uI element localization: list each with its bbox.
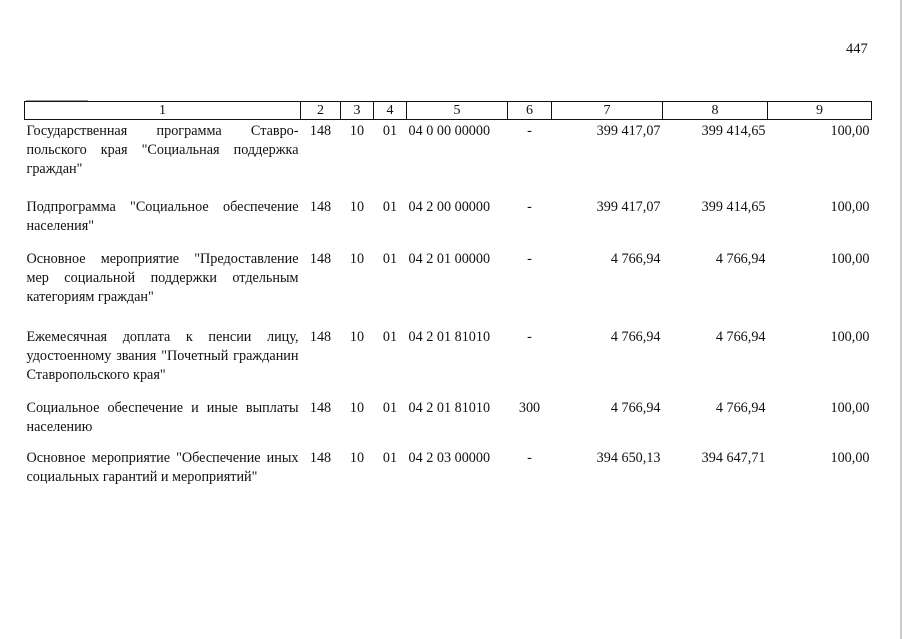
- cell-col-4: 01: [382, 449, 398, 466]
- cell-col-3: 10: [349, 399, 365, 416]
- cell-col-4: 01: [382, 328, 398, 345]
- cell-col-7: 399 417,07: [596, 198, 661, 215]
- cell-col-3: 10: [349, 198, 365, 215]
- cell-col-5: 04 2 01 81010: [408, 399, 491, 416]
- row-name: Подпрограмма "Социальное обеспечение населения": [26, 198, 299, 234]
- table-row: [25, 196, 872, 248]
- budget-table: [24, 101, 872, 509]
- cell-col-5: 04 2 03 00000: [408, 449, 491, 466]
- header-col-4: 4: [374, 102, 407, 120]
- cell-col-4: 01: [382, 123, 398, 139]
- cell-col-6: -: [527, 123, 532, 139]
- table-row: [25, 248, 872, 326]
- table-row: [25, 447, 872, 509]
- cell-col-6: 300: [518, 399, 541, 416]
- row-name: Основное мероприятие "Обеспечение иных социальных гарантий и мероприятий": [26, 449, 299, 485]
- cell-col-9: 100,00: [830, 198, 870, 215]
- cell-col-5: 04 2 01 00000: [408, 250, 491, 267]
- row-name: Государственная программа Ставро-польского края "Социальная поддержка граждан": [26, 123, 299, 177]
- table-row: [25, 326, 872, 397]
- cell-col-8: 399 414,65: [701, 123, 766, 139]
- cell-col-9: 100,00: [830, 328, 870, 345]
- cell-col-7: 394 650,13: [596, 449, 661, 466]
- cell-col-6: -: [527, 328, 532, 345]
- row-name: Социальное обеспечение и иные выплаты населению: [26, 399, 299, 435]
- cell-col-8: 4 766,94: [715, 399, 766, 416]
- cell-col-6: -: [527, 250, 532, 267]
- cell-col-7: 4 766,94: [610, 250, 661, 267]
- cell-col-3: 10: [349, 250, 365, 267]
- header-col-3: 3: [341, 102, 374, 120]
- header-col-8: 8: [663, 102, 768, 120]
- page-edge-line: [900, 0, 902, 639]
- cell-col-8: 4 766,94: [715, 328, 766, 345]
- cell-col-7: 399 417,07: [596, 123, 661, 139]
- cell-col-8: 4 766,94: [715, 250, 766, 267]
- cell-col-4: 01: [382, 198, 398, 215]
- header-col-6: 6: [508, 102, 552, 120]
- cell-col-6: -: [527, 449, 532, 466]
- table-row: [25, 120, 872, 196]
- cell-col-7: 4 766,94: [610, 399, 661, 416]
- cell-col-3: 10: [349, 449, 365, 466]
- header-col-1: 1: [25, 102, 301, 120]
- cell-col-3: 10: [349, 328, 365, 345]
- cell-col-9: 100,00: [830, 123, 870, 139]
- cell-col-8: 399 414,65: [701, 198, 766, 215]
- table-header: [25, 102, 872, 120]
- cell-col-3: 10: [349, 123, 365, 139]
- table-body: [25, 120, 872, 509]
- cell-col-2: 148: [309, 399, 332, 416]
- cell-col-5: 04 2 00 00000: [408, 198, 491, 215]
- cell-col-9: 100,00: [830, 250, 870, 267]
- row-name: Основное мероприятие "Предоставление мер социальной поддержки отдельным категориям граждан": [26, 250, 299, 305]
- header-col-9: 9: [768, 102, 872, 120]
- cell-col-2: 148: [309, 449, 332, 466]
- cell-col-8: 394 647,71: [701, 449, 766, 466]
- table-row: [25, 397, 872, 447]
- cell-col-2: 148: [309, 123, 332, 139]
- cell-col-4: 01: [382, 399, 398, 416]
- cell-col-2: 148: [309, 198, 332, 215]
- cell-col-4: 01: [382, 250, 398, 267]
- cell-col-2: 148: [309, 328, 332, 345]
- page-number: 447: [846, 41, 868, 57]
- header-col-7: 7: [552, 102, 663, 120]
- header-col-5: 5: [407, 102, 508, 120]
- header-row: [25, 102, 872, 120]
- header-col-2: 2: [301, 102, 341, 120]
- cell-col-5: 04 0 00 00000: [408, 123, 491, 139]
- row-name: Ежемесячная доплата к пенсии лицу, удостоенному звания "Почетный гражданин Ставропольского края": [26, 328, 299, 383]
- cell-col-9: 100,00: [830, 449, 870, 466]
- cell-col-7: 4 766,94: [610, 328, 661, 345]
- cell-col-9: 100,00: [830, 399, 870, 416]
- cell-col-2: 148: [309, 250, 332, 267]
- cell-col-6: -: [527, 198, 532, 215]
- cell-col-5: 04 2 01 81010: [408, 328, 491, 345]
